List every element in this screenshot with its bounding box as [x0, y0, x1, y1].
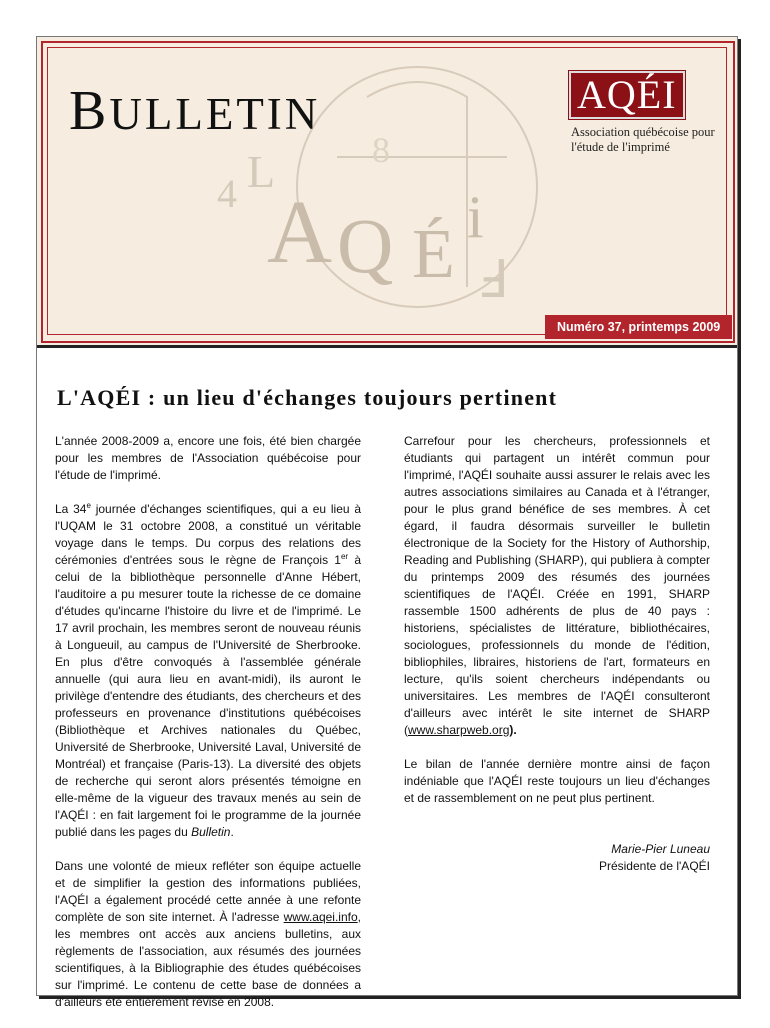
bulletin-title: BULLETIN: [69, 80, 321, 142]
logo-subtitle: Association québécoise pour l'étude de l'imprimé: [571, 125, 715, 154]
svg-text:Q: Q: [337, 202, 394, 289]
paragraph-1: L'année 2008-2009 a, encore une fois, été bien chargée pour les membres de l'Association québécoise pour l'étude de l'imprimé.: [55, 434, 361, 482]
signature: [404, 841, 710, 875]
aqei-website-link[interactable]: www.aqei.info: [283, 910, 358, 924]
issue-badge: Numéro 37, printemps 2009: [545, 315, 732, 339]
paragraph-4: Carrefour pour les chercheurs, professionnels et étudiants qui partagent un intérêt commun pour l'imprimé, l'AQÉI souhaite aussi assurer le relais avec les autres associations similaires au Canada et à l'étranger, pour le plus grand bénéfice de ses membres. À cet égard, il faudra désormais surveiller le bulletin électronique de la Society for the History of Authorship, Reading and Publishing (SHARP), qui publiera à compter du printemps 2009 des résumés des journées scientifiques de l'AQÉI. Créée en 1991, SHARP rassemble 1500 adhérents de plus de 40 pays : historiens, spécialistes de littérature, bibliothécaires, sociologues, professionnels du monde de l'édition, bibliophiles, libraires, historiens de l'art, formateurs en lecture, qu'ils soient chercheurs indépendants ou universitaires. Les membres de l'AQÉI consulteront d'ailleurs avec intérêt le site internet de SHARP (www.sharpweb.org).: [404, 434, 710, 737]
masthead: [37, 37, 737, 345]
aqei-logo: AQÉI: [569, 71, 685, 119]
header-divider: [37, 345, 737, 348]
right-column: [404, 433, 710, 875]
svg-text:L: L: [247, 146, 276, 197]
paragraph-2: La 34e journée d'échanges scientifiques, qui a eu lieu à l'UQAM le 31 octobre 2008, a constitué un véritable voyage dans le temps. Du corpus des relations des cérémonies d'entrées sous le règne de François 1er à celui de la bibliothèque personnelle d'Anne Hébert, l'auditoire a pu mesurer toute la richesse de ce domaine d'études qu'incarne l'histoire du livre et de l'imprimé. Le 17 avril prochain, les membres seront de nouveau réunis à Longueuil, au campus de l'Université de Sherbrooke. En plus d'être convoqués à l'assemblée générale annuelle (qui aura lieu en avant-midi), ils auront le privilège d'entendre des étudiants, des chercheurs et des professeurs en provenance d'institutions québécoises (Bibliothèque et Archives nationales du Québec, Université de Sherbrooke, Université Laval, Université de Montréal) et française (Paris-13). La diversité des objets de recherche qui seront alors présentés témoigne en elle-même de la vigueur des travaux menés au sein de l'AQÉI : en fait largement foi le programme de la journée publié dans les pages du Bulletin.: [55, 501, 362, 839]
svg-text:8: 8: [372, 130, 390, 170]
signature-name: Marie-Pier Luneau: [611, 842, 710, 856]
svg-text:Ⅎ: Ⅎ: [477, 252, 507, 309]
svg-text:4: 4: [217, 171, 237, 216]
paragraph-5: Le bilan de l'année dernière montre ainsi de façon indéniable que l'AQÉI reste toujours un lieu d'échanges et de rassemblement on ne peut plus pertinent.: [404, 757, 710, 805]
signature-role: Présidente de l'AQÉI: [598, 859, 710, 873]
left-column: [55, 433, 361, 1028]
paragraph-3: Dans une volonté de mieux refléter son équipe actuelle et de simplifier la gestion des informations publiées, l'AQÉI a également procédé cette année à une refonte complète de son site internet. À l'adresse www.aqei.info, les membres ont accès aux anciens bulletins, aux règlements de l'association, aux résumés des journées scientifiques, à la Bibliographie des études québécoises sur l'imprimé. Le contenu de cette base de données a d'ailleurs été entièrement révisé en 2008.: [55, 859, 361, 1009]
sharp-website-link[interactable]: www.sharpweb.org: [408, 723, 510, 737]
article-title: L'AQÉI : un lieu d'échanges toujours pertinent: [57, 385, 558, 410]
svg-text:É: É: [412, 216, 455, 293]
svg-text:A: A: [267, 183, 332, 282]
bulletin-page: [36, 36, 738, 1009]
svg-text:i: i: [467, 184, 484, 250]
